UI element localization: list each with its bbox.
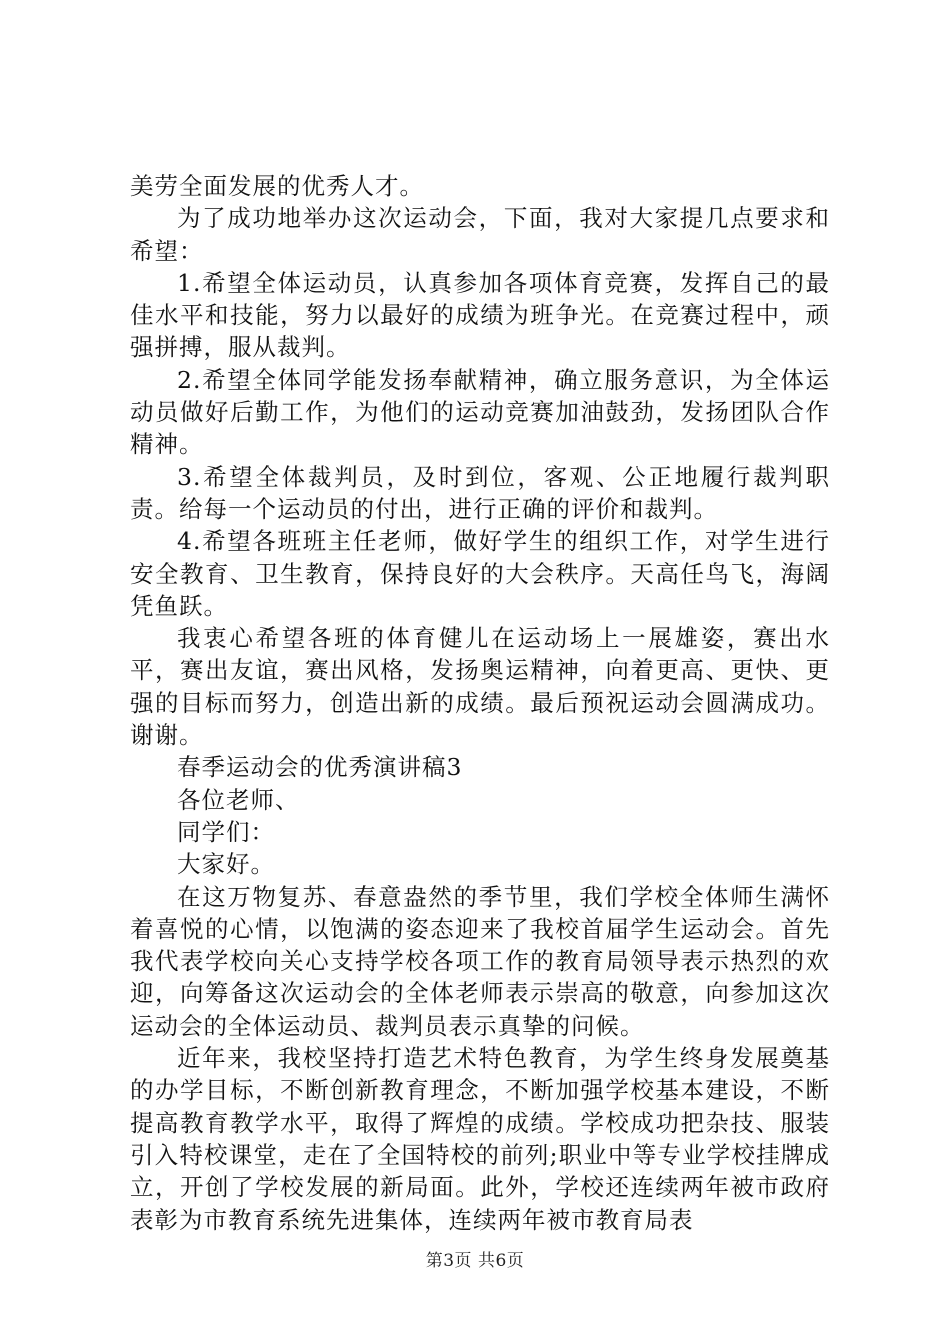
paragraph-6: 4.希望各班班主任老师，做好学生的组织工作，对学生进行安全教育、卫生教育，保持良好的大会秩序。天高任鸟飞，海阔凭鱼跃。 xyxy=(130,527,830,620)
document-body xyxy=(130,170,830,1236)
paragraph-1: 美劳全面发展的优秀人才。 xyxy=(130,172,424,200)
paragraph-2: 为了成功地举办这次运动会，下面，我对大家提几点要求和希望： xyxy=(130,204,830,265)
paragraph-7: 我衷心希望各班的体育健儿在运动场上一展雄姿，赛出水平，赛出友谊，赛出风格，发扬奥运精神，向着更高、更快、更强的目标而努力，创造出新的成绩。最后预祝运动会圆满成功。谢谢。 xyxy=(130,624,830,750)
page-number: 第3页 共6页 xyxy=(425,1251,525,1271)
paragraph-5: 3.希望全体裁判员，及时到位，客观、公正地履行裁判职责。给每一个运动员的付出，进行正确的评价和裁判。 xyxy=(130,462,830,523)
section-title: 春季运动会的优秀演讲稿3 xyxy=(177,753,463,782)
paragraph-3: 1.希望全体运动员，认真参加各项体育竞赛，发挥自己的最佳水平和技能，努力以最好的成绩为班争光。在竞赛过程中，顽强拼搏，服从裁判。 xyxy=(130,268,830,362)
paragraph-4: 2.希望全体同学能发扬奉献精神，确立服务意识，为全体运动员做好后勤工作，为他们的运动竞赛加油鼓劲，发扬团队合作精神。 xyxy=(130,365,830,459)
salutation-students: 同学们： xyxy=(177,817,275,846)
greeting: 大家好。 xyxy=(177,850,275,879)
paragraph-13: 近年来，我校坚持打造艺术特色教育，为学生终身发展奠基的办学目标，不断创新教育理念，不断加强学校基本建设，不断提高教育教学水平，取得了辉煌的成绩。学校成功把杂技、服装引入特校课堂，走在了全国特校的前列;职业中等专业学校挂牌成立，开创了学校发展的新局面。此外，学校还连续两年被市政府表彰为市教育系统先进集体，连续两年被市教育局表 xyxy=(130,1044,830,1234)
paragraph-12: 在这万物复苏、春意盎然的季节里，我们学校全体师生满怀着喜悦的心情，以饱满的姿态迎来了我校首届学生运动会。首先我代表学校向关心支持学校各项工作的教育局领导表示热烈的欢迎，向筹备这次运动会的全体老师表示崇高的敬意，向参加这次运动会的全体运动员、裁判员表示真挚的问候。 xyxy=(130,882,830,1040)
salutation-teachers: 各位老师、 xyxy=(177,785,300,814)
